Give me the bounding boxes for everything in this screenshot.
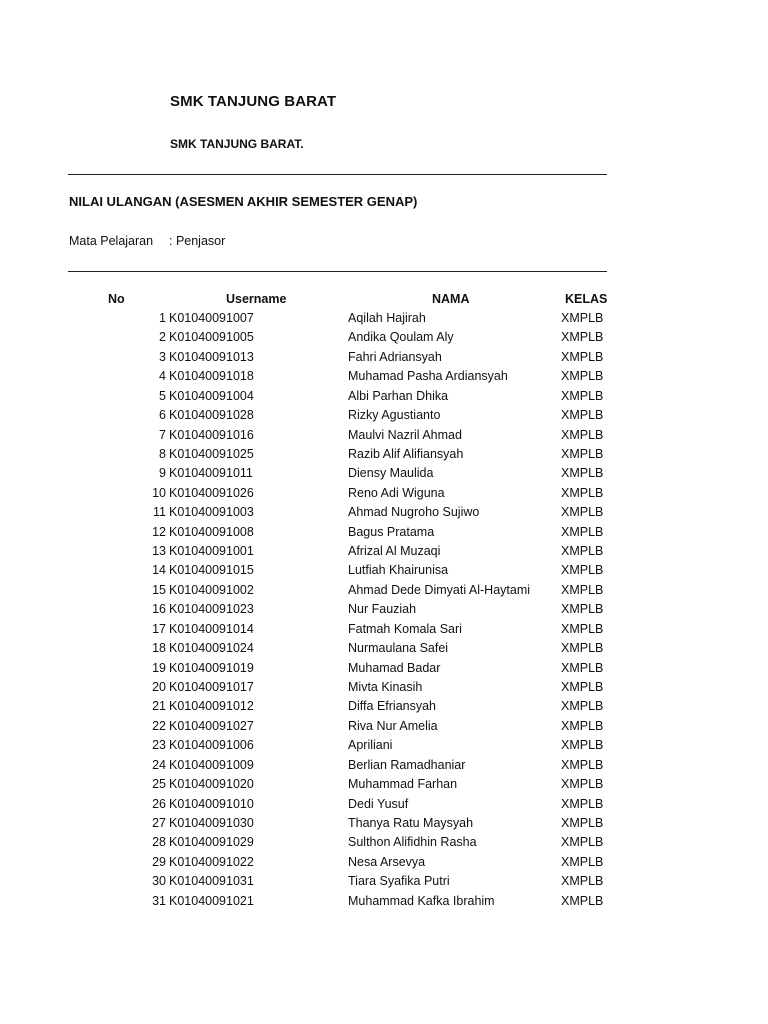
cell-username: K01040091011 (169, 466, 253, 481)
table-row (68, 523, 608, 542)
cell-no: 12 (152, 524, 166, 539)
cell-kelas: XMPLB (561, 699, 604, 714)
cell-username: K01040091007 (169, 311, 254, 325)
cell-no: 1 (159, 311, 166, 325)
cell-username: K01040091015 (169, 563, 254, 578)
table-row (68, 659, 608, 678)
cell-username: K01040091012 (169, 699, 254, 714)
table-row (68, 620, 608, 639)
table-row (68, 445, 608, 464)
cell-nama: Dedi Yusuf (348, 796, 409, 811)
cell-username: K01040091021 (169, 893, 254, 908)
cell-no: 15 (152, 582, 166, 597)
cell-username: K01040091023 (169, 602, 254, 617)
cell-no: 31 (152, 893, 166, 908)
cell-no: 8 (159, 446, 166, 461)
divider-top (68, 174, 607, 175)
cell-username: K01040091028 (169, 408, 254, 423)
cell-no: 2 (159, 330, 166, 345)
table-row (68, 328, 608, 347)
cell-no: 4 (159, 369, 166, 384)
cell-nama: Muhammad Farhan (348, 777, 458, 792)
cell-nama: Albi Parhan Dhika (348, 388, 449, 403)
cell-nama: Andika Qoulam Aly (348, 330, 454, 345)
cell-no: 22 (152, 718, 166, 733)
cell-kelas: XMPLB (561, 796, 604, 811)
table-row (68, 678, 608, 697)
table-row (68, 892, 608, 911)
cell-kelas: XMPLB (561, 408, 604, 423)
cell-nama: Rizky Agustianto (348, 408, 441, 423)
report-title: NILAI ULANGAN (ASESMEN AKHIR SEMESTER GENAP) (69, 194, 418, 209)
cell-nama: Ahmad Dede Dimyati Al-Haytami (348, 582, 531, 597)
table-row (68, 853, 608, 872)
cell-no: 17 (152, 621, 166, 636)
cell-no: 21 (152, 699, 166, 714)
cell-username: K01040091020 (169, 777, 254, 792)
cell-no: 24 (152, 757, 166, 772)
table-row (68, 872, 608, 891)
cell-username: K01040091017 (169, 680, 254, 695)
cell-kelas: XMPLB (561, 602, 604, 617)
cell-nama: Muhamad Pasha Ardiansyah (348, 369, 508, 384)
cell-no: 7 (159, 427, 166, 442)
cell-no: 13 (152, 544, 166, 559)
cell-no: 11 (153, 505, 166, 520)
cell-username: K01040091006 (169, 738, 254, 753)
cell-username: K01040091005 (169, 330, 254, 345)
cell-nama: Berlian Ramadhaniar (348, 757, 466, 772)
cell-no: 23 (152, 738, 166, 753)
cell-nama: Afrizal Al Muzaqi (348, 544, 441, 559)
table-row (68, 387, 608, 406)
cell-username: K01040091008 (169, 524, 254, 539)
cell-kelas: XMPLB (561, 738, 604, 753)
table-row (68, 814, 608, 833)
cell-kelas: XMPLB (561, 680, 604, 695)
table-row (68, 464, 608, 483)
subject-value: : Penjasor (169, 234, 226, 248)
table-row (68, 561, 608, 580)
cell-no: 14 (152, 563, 166, 578)
cell-username: K01040091031 (169, 874, 254, 889)
cell-kelas: XMPLB (561, 874, 604, 889)
divider-bottom (68, 271, 607, 272)
cell-kelas: XMPLB (561, 311, 604, 325)
cell-kelas: XMPLB (561, 563, 604, 578)
cell-no: 6 (159, 408, 166, 423)
table-row (68, 697, 608, 716)
cell-nama: Thanya Ratu Maysyah (348, 815, 474, 830)
cell-no: 18 (152, 641, 166, 656)
cell-nama: Tiara Syafika Putri (348, 874, 450, 889)
cell-username: K01040091013 (169, 349, 254, 364)
cell-nama: Diensy Maulida (348, 466, 434, 481)
cell-nama: Nurmaulana Safei (348, 641, 449, 656)
cell-username: K01040091030 (169, 815, 254, 830)
cell-username: K01040091009 (169, 757, 254, 772)
cell-kelas: XMPLB (561, 544, 604, 559)
cell-no: 3 (159, 349, 166, 364)
cell-kelas: XMPLB (561, 524, 604, 539)
table-row (68, 775, 608, 794)
cell-username: K01040091026 (169, 485, 254, 500)
cell-kelas: XMPLB (561, 835, 604, 850)
cell-username: K01040091003 (169, 505, 254, 520)
cell-kelas: XMPLB (561, 582, 604, 597)
table-row (68, 795, 608, 814)
column-header-no: No (108, 292, 125, 306)
table-row (68, 600, 608, 619)
cell-username: K01040091014 (169, 621, 254, 636)
cell-kelas: XMPLB (561, 466, 604, 481)
cell-username: K01040091002 (169, 582, 254, 597)
cell-kelas: XMPLB (561, 369, 604, 384)
cell-username: K01040091022 (169, 854, 254, 869)
cell-nama: Lutfiah Khairunisa (348, 563, 449, 578)
cell-kelas: XMPLB (561, 349, 604, 364)
school-title: SMK TANJUNG BARAT (170, 93, 337, 110)
cell-no: 30 (152, 874, 166, 889)
cell-nama: Bagus Pratama (348, 524, 435, 539)
table-row (68, 426, 608, 445)
cell-no: 20 (152, 680, 166, 695)
cell-kelas: XMPLB (561, 893, 604, 908)
cell-nama: Nesa Arsevya (348, 854, 426, 869)
cell-username: K01040091024 (169, 641, 254, 656)
cell-username: K01040091001 (169, 544, 254, 559)
column-header-nama: NAMA (432, 292, 470, 306)
table-row (68, 833, 608, 852)
table-row (68, 639, 608, 658)
score-table (68, 290, 608, 911)
table-row (68, 484, 608, 503)
table-row (68, 717, 608, 736)
cell-no: 19 (152, 660, 166, 675)
cell-kelas: XMPLB (561, 330, 604, 345)
cell-username: K01040091027 (169, 718, 254, 733)
cell-nama: Mivta Kinasih (348, 680, 423, 695)
cell-no: 16 (152, 602, 166, 617)
cell-nama: Apriliani (348, 738, 393, 753)
cell-nama: Reno Adi Wiguna (348, 485, 445, 500)
cell-nama: Diffa Efriansyah (348, 699, 437, 714)
cell-no: 29 (152, 854, 166, 869)
cell-username: K01040091010 (169, 796, 254, 811)
cell-username: K01040091025 (169, 446, 254, 461)
cell-kelas: XMPLB (561, 446, 604, 461)
table-body (68, 309, 608, 911)
cell-no: 28 (152, 835, 166, 850)
cell-kelas: XMPLB (561, 854, 604, 869)
cell-no: 9 (159, 466, 166, 481)
cell-no: 25 (152, 777, 166, 792)
cell-kelas: XMPLB (561, 718, 604, 733)
table-row (68, 503, 608, 522)
cell-no: 5 (159, 388, 166, 403)
cell-kelas: XMPLB (561, 815, 604, 830)
table-row (68, 756, 608, 775)
cell-nama: Fahri Adriansyah (348, 349, 442, 364)
cell-kelas: XMPLB (561, 427, 604, 442)
cell-nama: Razib Alif Alifiansyah (348, 446, 464, 461)
cell-username: K01040091016 (169, 427, 254, 442)
cell-no: 10 (152, 485, 166, 500)
cell-kelas: XMPLB (561, 388, 604, 403)
table-row (68, 367, 608, 386)
cell-nama: Sulthon Alifidhin Rasha (348, 835, 477, 850)
subject-row (69, 234, 225, 248)
table-row (68, 736, 608, 755)
cell-kelas: XMPLB (561, 485, 604, 500)
cell-nama: Fatmah Komala Sari (348, 621, 462, 636)
cell-username: K01040091004 (169, 388, 254, 403)
table-row (68, 348, 608, 367)
cell-kelas: XMPLB (561, 505, 604, 520)
cell-nama: Nur Fauziah (348, 602, 417, 617)
table-header (68, 290, 608, 309)
cell-kelas: XMPLB (561, 660, 604, 675)
cell-username: K01040091018 (169, 369, 254, 384)
cell-nama: Maulvi Nazril Ahmad (348, 427, 462, 442)
table-row (68, 309, 608, 328)
column-header-username: Username (226, 292, 287, 306)
cell-no: 26 (152, 796, 166, 811)
cell-nama: Aqilah Hajirah (348, 311, 426, 325)
table-row (68, 542, 608, 561)
cell-kelas: XMPLB (561, 641, 604, 656)
table-row (68, 581, 608, 600)
cell-nama: Ahmad Nugroho Sujiwo (348, 505, 480, 520)
table-row (68, 406, 608, 425)
cell-username: K01040091029 (169, 835, 254, 850)
school-subtitle: SMK TANJUNG BARAT. (170, 137, 304, 151)
cell-no: 27 (152, 815, 166, 830)
cell-kelas: XMPLB (561, 777, 604, 792)
cell-username: K01040091019 (169, 660, 254, 675)
cell-nama: Riva Nur Amelia (348, 718, 438, 733)
cell-nama: Muhamad Badar (348, 660, 441, 675)
cell-kelas: XMPLB (561, 757, 604, 772)
cell-nama: Muhammad Kafka Ibrahim (348, 893, 495, 908)
column-header-kelas: KELAS (565, 292, 608, 306)
subject-label: Mata Pelajaran (69, 234, 154, 248)
cell-kelas: XMPLB (561, 621, 604, 636)
